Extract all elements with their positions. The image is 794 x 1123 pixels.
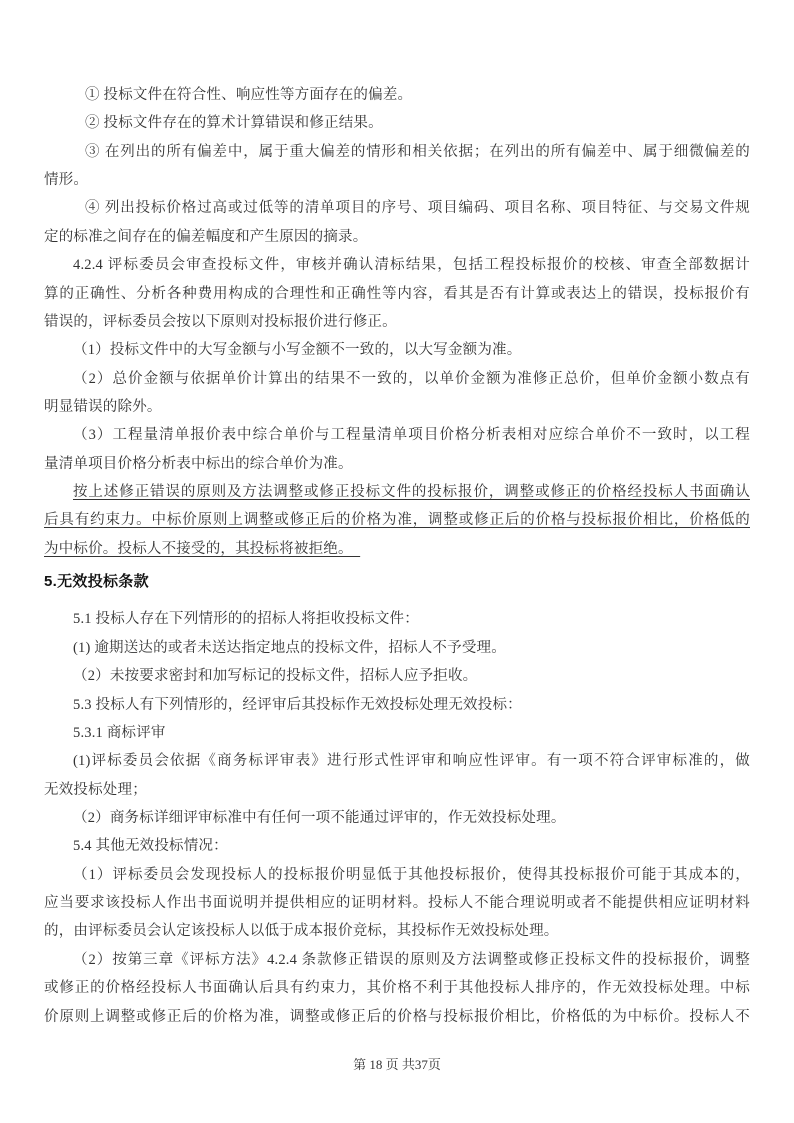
text-line: 应当要求该投标人作出书面说明并提供相应的证明材料。投标人不能合理说明或者不能提供相应证明材料 [44,895,750,912]
text-line: 5.1 投标人存在下列情形的的招标人将拒收投标文件： [73,611,419,628]
text-line: 明显错误的除外。 [44,398,162,415]
document-body [44,81,750,1031]
text-line: 5.3.1 商标评审 [73,724,166,741]
text-line: （2）总价金额与依据单价计算出的结果不一致的，以单价金额为准修正总价，但单价金额小数点有 [73,370,750,387]
text-line: 的，由评标委员会认定该投标人以低于成本报价竞标，其投标作无效投标处理。 [44,923,559,940]
page-number-footer: 第 18 页 共37页 [353,1057,441,1072]
text-line: 5.3 投标人有下列情形的，经评审后其投标作无效投标处理无效投标： [73,696,522,713]
text-line: （2）商务标详细评审标准中有任何一项不能通过评审的，作无效投标处理。 [73,809,566,826]
underlined-text-line: 为中标价。投标人不接受的，其投标将被拒绝。 [44,540,361,557]
text-line: （3）工程量清单报价表中综合单价与工程量清单项目价格分析表相对应综合单价不一致时，以工程 [73,427,750,444]
text-line: (1)评标委员会依据《商务标评审表》进行形式性评审和响应性评审。有一项不符合评审标准的，做 [73,753,750,770]
underlined-text-line: 按上述修正错误的原则及方法调整或修正投标文件的投标报价，调整或修正的价格经投标人书面确认 [73,484,750,501]
text-line: 价原则上调整或修正后的价格为准，调整或修正后的价格与投标报价相比，价格低的为中标价。投标人不 [44,1008,750,1025]
text-line: 量清单项目价格分析表中标出的综合单价为准。 [44,455,353,472]
underlined-text-line: 后具有约束力。中标价原则上调整或修正后的价格为准，调整或修正后的价格与投标报价相比，价格低的 [44,512,750,529]
text-line: ④ 列出投标价格过高或过低等的清单项目的序号、项目编码、项目名称、项目特征、与交易文件规 [85,200,750,217]
text-line: (1) 逾期送达的或者未送达指定地点的投标文件，招标人不予受理。 [73,639,506,656]
text-line: 错误的，评标委员会按以下原则对投标报价进行修正。 [44,313,397,330]
text-line: 无效投标处理； [44,781,147,798]
text-line: ② 投标文件存在的算术计算错误和修正结果。 [85,115,383,132]
text-line: 定的标准之间存在的偏差幅度和产生原因的摘录。 [44,228,368,245]
text-line: （1）投标文件中的大写金额与小写金额不一致的，以大写金额为准。 [73,342,522,359]
section-heading-invalid-bid-clause: 5.无效投标条款 [44,573,149,591]
text-line: （2）按第三章《评标方法》4.2.4 条款修正错误的原则及方法调整或修正投标文件的投标报价，调整 [73,951,750,968]
text-line: 4.2.4 评标委员会审查投标文件，审核并确认清标结果，包括工程投标报价的校核、审查全部数据计 [73,257,750,274]
text-line: 或修正的价格经投标人书面确认后具有约束力，其价格不利于其他投标人排序的，作无效投标处理。中标 [44,980,750,997]
text-line: ③ 在列出的所有偏差中，属于重大偏差的情形和相关依据；在列出的所有偏差中、属于细微偏差的 [85,143,750,160]
text-line: 情形。 [44,172,89,189]
text-line: （1）评标委员会发现投标人的投标报价明显低于其他投标报价，使得其投标报价可能于其成本的， [73,866,750,883]
text-line: （2）未按要求密封和加写标记的投标文件，招标人应予拒收。 [73,668,478,685]
text-line: ① 投标文件在符合性、响应性等方面存在的偏差。 [85,87,413,103]
text-line: 5.4 其他无效投标情况： [73,838,228,855]
text-line: 算的正确性、分析各种费用构成的合理性和正确性等内容，看其是否有计算或表达上的错误，投标报价有 [44,285,750,302]
